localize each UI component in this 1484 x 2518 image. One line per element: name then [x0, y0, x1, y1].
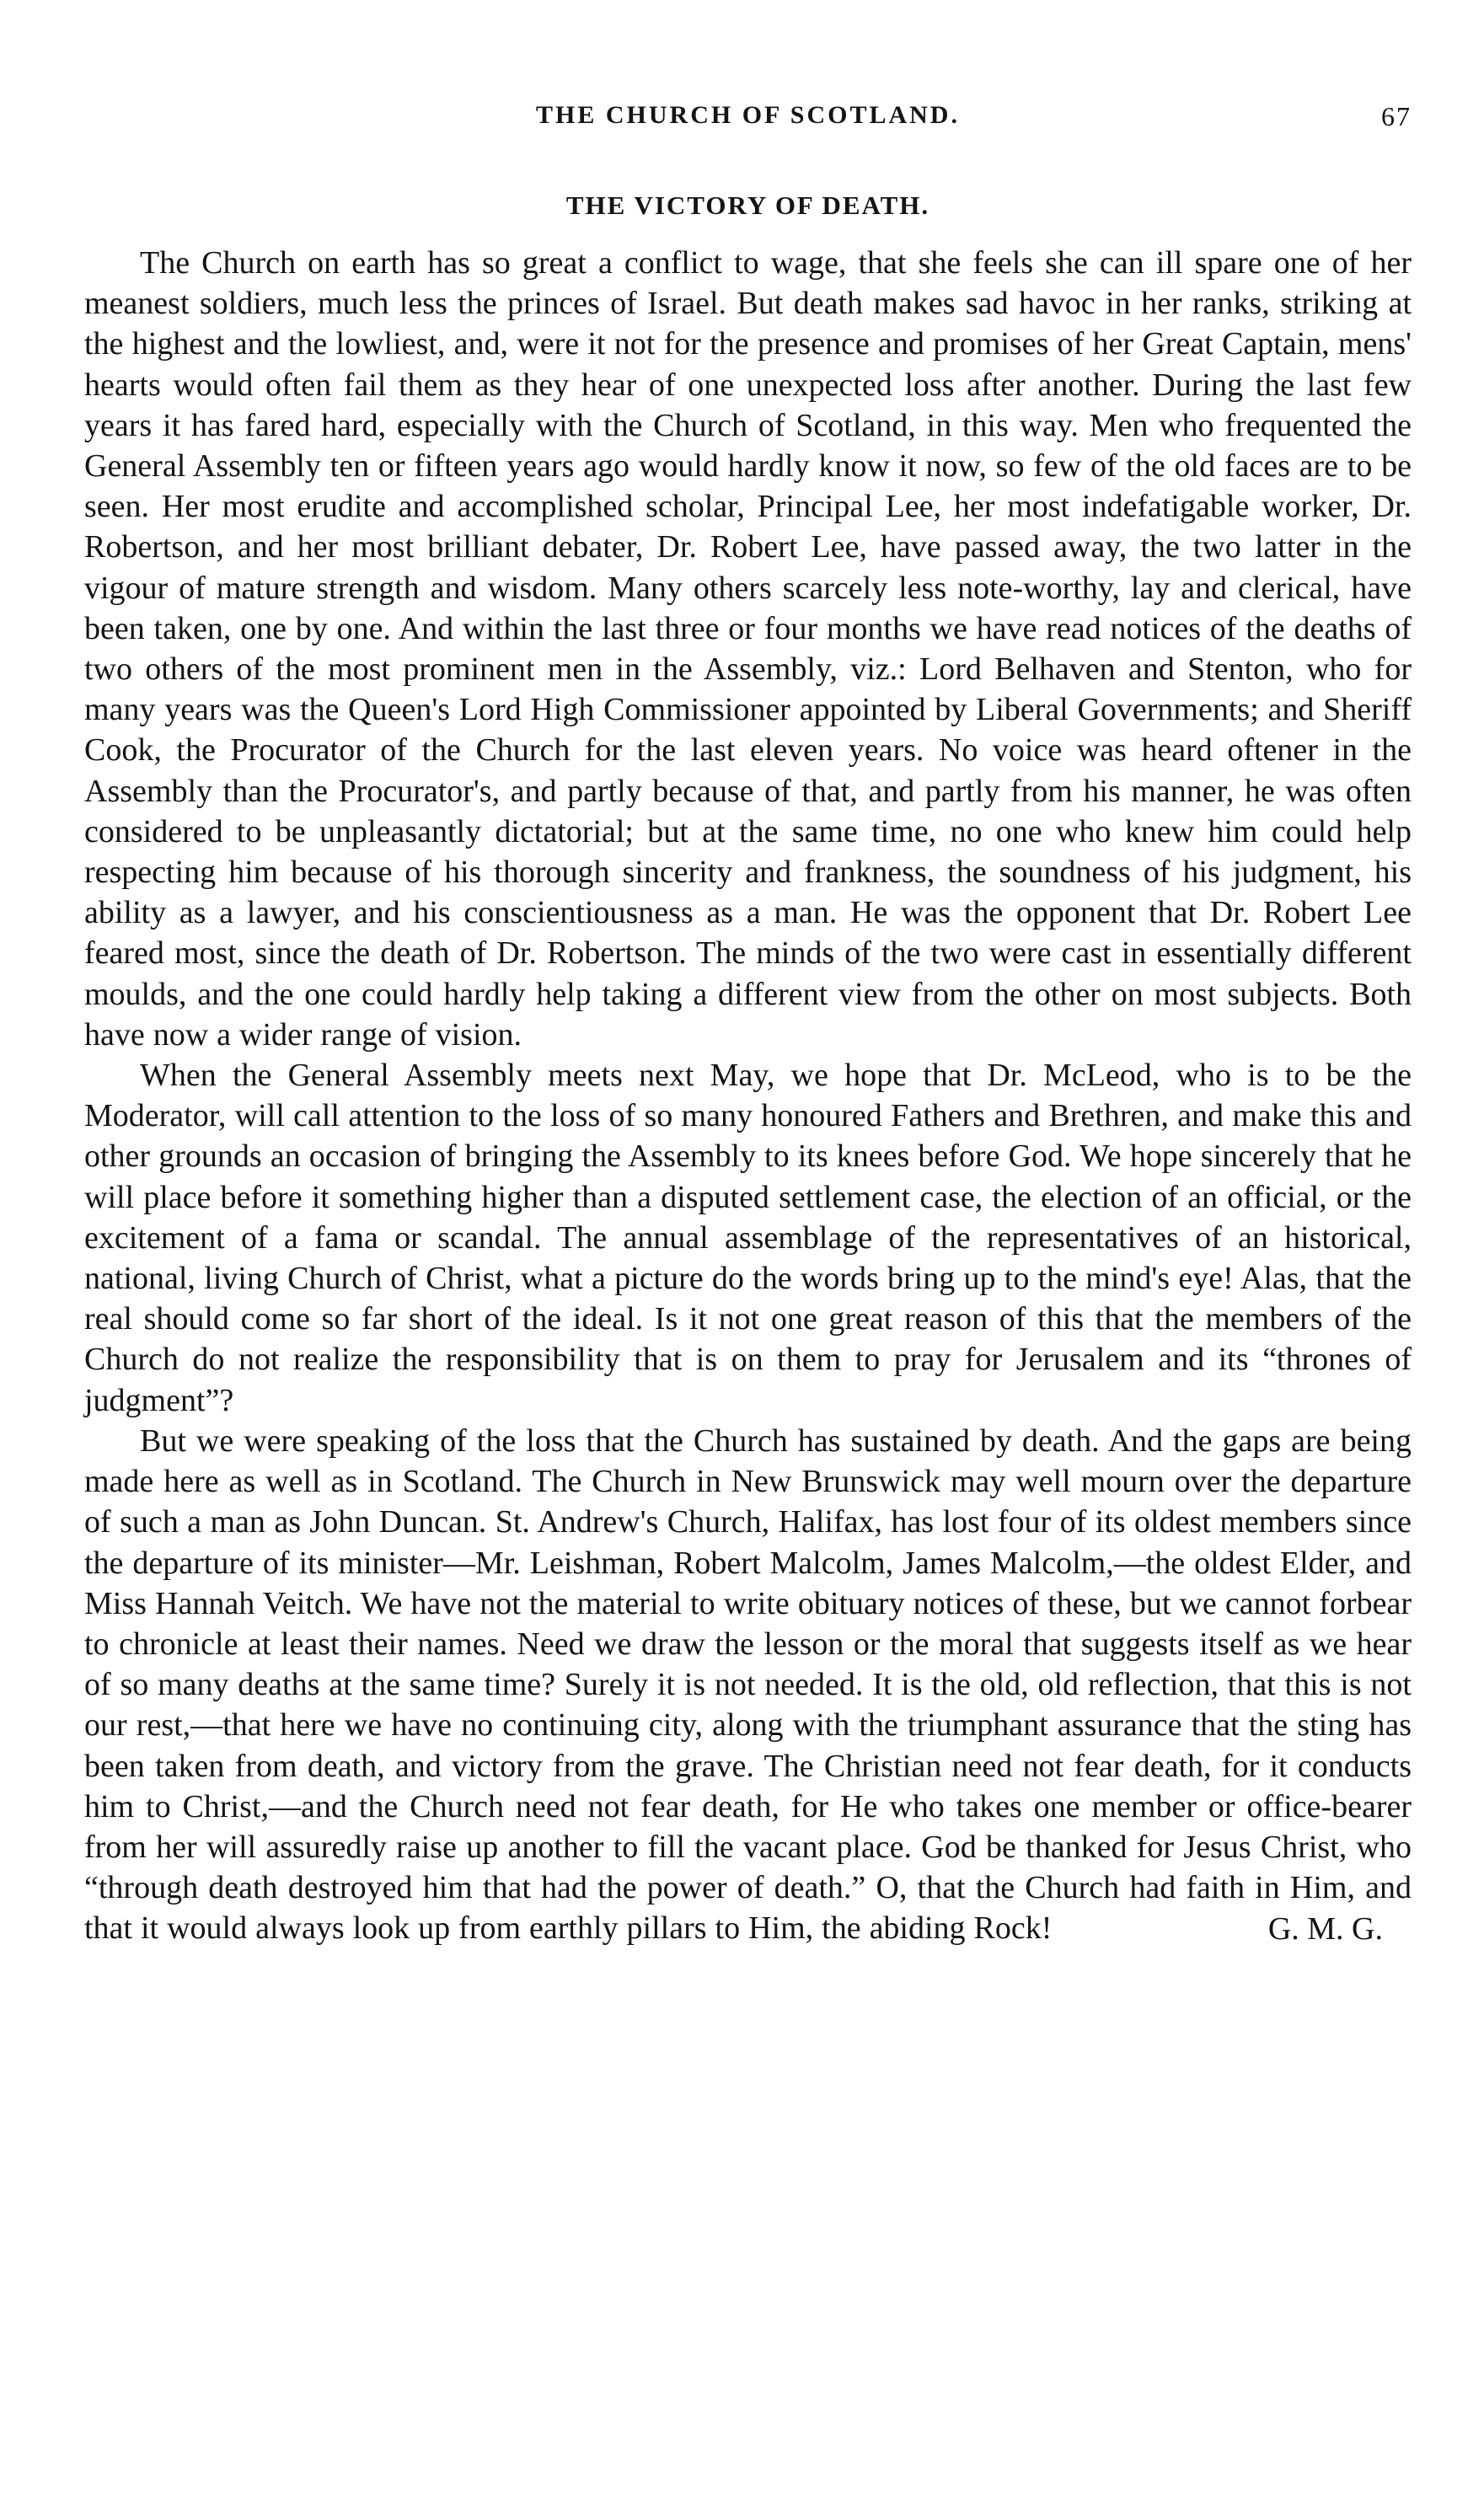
running-head: [84, 101, 1412, 152]
paragraph-3: But we were speaking of the loss that the Church has sustained by death. And the gaps are being made here as well as in Scotland. The Church in New Brunswick may well mourn over the departure of such a man as John Duncan. St. Andrew's Church, Halifax, has lost four of its oldest members since the departure of its minister—Mr. Leishman, Robert Malcolm, James Malcolm,—the oldest Elder, and Miss Hannah Veitch. We have not the material to write obituary notices of these, but we cannot forbear to chronicle at least their names. Need we draw the lesson or the moral that suggests itself as we hear of so many deaths at the same time? Surely it is not needed. It is the old, old reflection, that this is not our rest,—that here we have no continuing city, along with the triumphant assurance that the sting has been taken from death, and victory from the grave. The Christian need not fear death, for it conducts him to Christ,—and the Church need not fear death, for He who takes one member or office-bearer from her will assuredly raise up another to fill the vacant place. God be thanked for Jesus Christ, who “through death destroyed him that had the power of death.” O, that the Church had faith in Him, and that it would always look up from earthly pillars to Him, the abiding Rock!: [84, 1422, 1412, 1947]
paragraph-2: When the General Assembly meets next May, we hope that Dr. McLeod, who is to be the Moderator, will call attention to the loss of so many honoured Fathers and Brethren, and make this and other grounds an occasion of bringing the Assembly to its knees before God. We hope sincerely that he will place before it something higher than a disputed settlement case, the election of an official, or the excitement of a fama or scandal. The annual assemblage of the representatives of an historical, national, living Church of Christ, what a picture do the words bring up to the mind's eye! Alas, that the real should come so far short of the ideal. Is it not one great reason of this that the members of the Church do not realize the responsibility that is on them to pray for Jerusalem and its “thrones of judgment”?: [84, 1058, 1412, 1418]
author-initials: G. M. G.: [1267, 1910, 1383, 1947]
magazine-page: [84, 101, 1412, 2494]
paragraph-1: The Church on earth has so great a conflict to wage, that she feels she can ill spare one of her meanest soldiers, much less the princes of Israel. But death makes sad havoc in her ranks, striking at the highest and the lowliest, and, were it not for the presence and promises of her Great Captain, mens' hearts would often fail them as they hear of one unexpected loss after another. During the last few years it has fared hard, especially with the Church of Scotland, in this way. Men who frequented the General Assembly ten or fifteen years ago would hardly know it now, so few of the old faces are to be seen. Her most erudite and accomplished scholar, Principal Lee, her most indefatigable worker, Dr. Robertson, and her most brilliant debater, Dr. Robert Lee, have passed away, the two latter in the vigour of mature strength and wisdom. Many others scarcely less note-worthy, lay and clerical, have been taken, one by one. And within the last three or four months we have read notices of the deaths of two others of the most prominent men in the Assembly, viz.: Lord Belhaven and Stenton, who for many years was the Queen's Lord High Commissioner appointed by Liberal Governments; and Sheriff Cook, the Procurator of the Church for the last eleven years. No voice was heard oftener in the Assembly than the Procurator's, and partly because of that, and partly from his manner, he was often considered to be unpleasantly dictatorial; but at the same time, no one who knew him could help respecting him because of his thorough sincerity and frankness, the soundness of his judgment, his ability as a lawyer, and his conscientiousness as a man. He was the opponent that Dr. Robert Lee feared most, since the death of Dr. Robertson. The minds of the two were cast in essentially different moulds, and the one could hardly help taking a different view from the other on most subjects. Both have now a wider range of vision.: [84, 245, 1412, 1053]
page-number: 67: [1381, 101, 1412, 131]
article-title: THE VICTORY OF DEATH.: [565, 190, 930, 220]
running-title: THE CHURCH OF SCOTLAND.: [536, 101, 960, 129]
article-body: [84, 243, 1412, 1949]
